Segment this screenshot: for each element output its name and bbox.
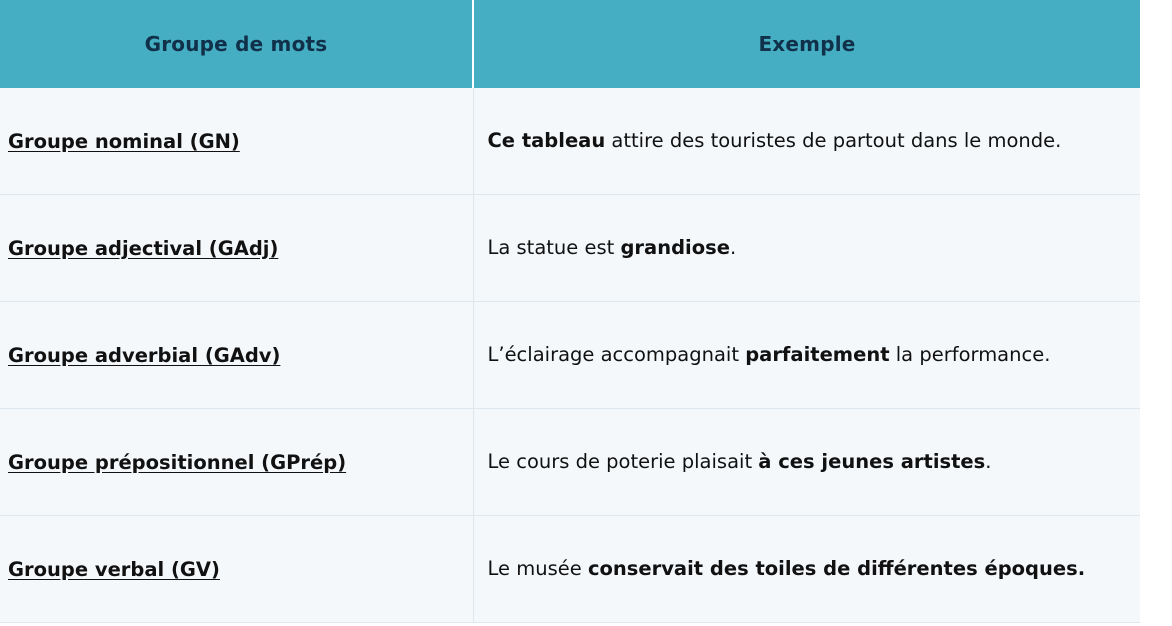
example-prefix: L’éclairage accompagnait [487,342,746,366]
term-label: Groupe adverbial (GAdv) [8,343,281,367]
page-right-margin [1140,0,1172,626]
table-row [0,302,1140,409]
term-cell [0,409,473,516]
table-row [0,409,1140,516]
table-row [0,195,1140,302]
example-prefix: Le musée [487,556,588,580]
term-label: Groupe verbal (GV) [8,557,220,581]
example-cell [473,409,1140,516]
term-label: Groupe nominal (GN) [8,129,240,153]
term-cell [0,88,473,195]
example-highlight: grandiose [620,235,730,259]
example-suffix: . [729,235,737,259]
example-text [488,129,1062,152]
example-cell [473,302,1140,409]
column-header-term: Groupe de mots [0,0,473,88]
example-text [488,557,1086,580]
term-cell [0,195,473,302]
table-row [0,516,1140,623]
example-suffix: . [985,449,992,473]
table-body [0,88,1140,623]
example-highlight: Ce tableau [487,128,606,152]
example-suffix: la performance. [889,342,1051,366]
example-highlight: parfaitement [745,342,890,366]
example-text [488,343,1051,366]
example-cell [473,195,1140,302]
table-row [0,88,1140,195]
example-text [488,236,737,259]
example-prefix: Le cours de poterie plaisait [487,449,759,473]
example-cell [473,516,1140,623]
example-text [488,450,992,473]
example-highlight: conservait des toiles de différentes époques. [587,556,1086,580]
term-cell [0,302,473,409]
table-header [0,0,1140,88]
term-label: Groupe prépositionnel (GPrép) [8,450,347,474]
column-header-example: Exemple [473,0,1140,88]
header-row [0,0,1140,88]
example-cell [473,88,1140,195]
example-suffix: attire des touristes de partout dans le monde. [605,128,1062,152]
term-cell [0,516,473,623]
example-highlight: à ces jeunes artistes [758,449,986,473]
example-prefix: La statue est [487,235,621,259]
term-label: Groupe adjectival (GAdj) [8,236,279,260]
